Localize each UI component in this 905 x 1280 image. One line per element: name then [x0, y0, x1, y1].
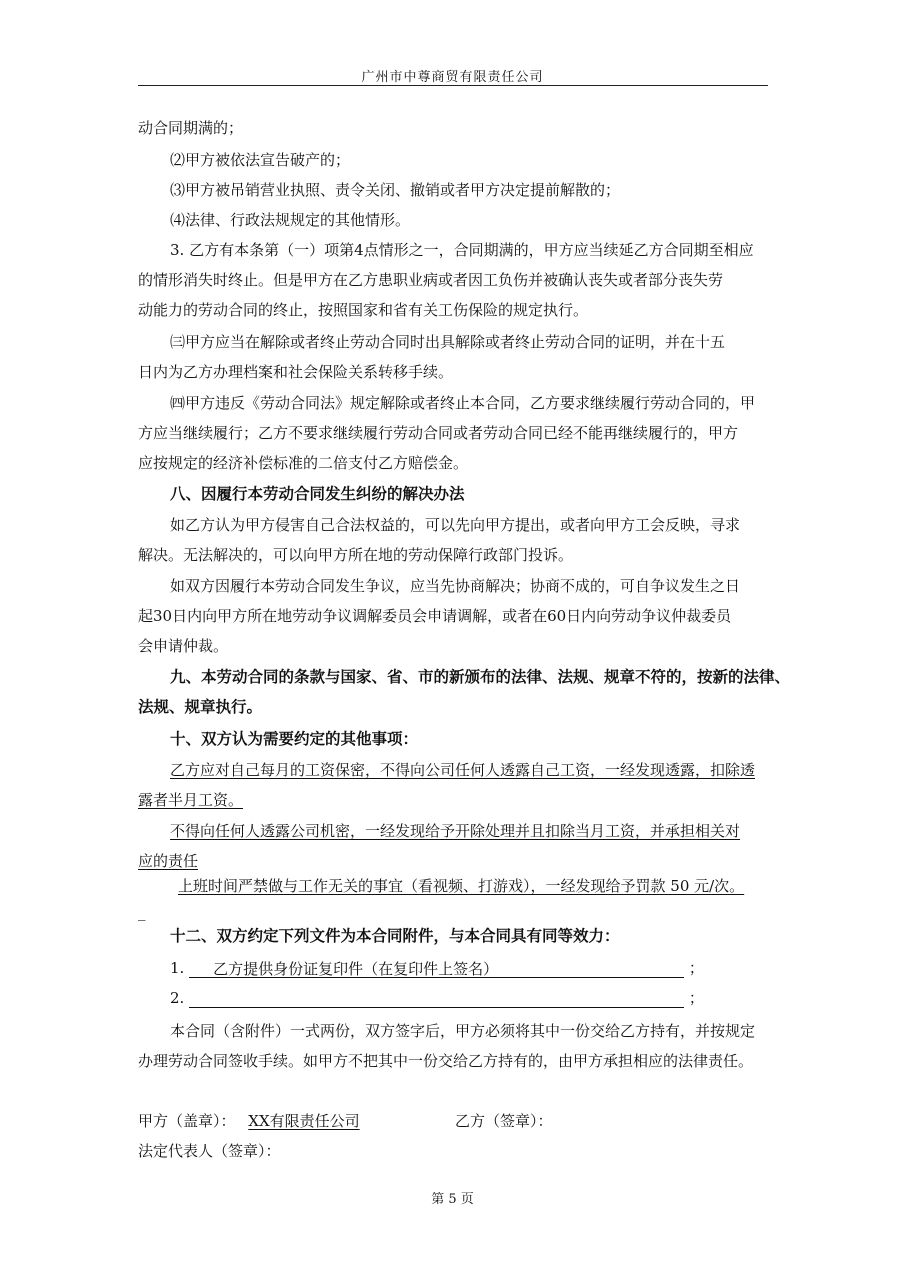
attachment-fill-line [189, 959, 684, 978]
paragraph-line: ㈣甲方违反《劳动合同法》规定解除或者终止本合同，乙方要求继续履行劳动合同的，甲 [170, 394, 756, 412]
party-a-signature [138, 1110, 360, 1131]
attachment-number: 2. [170, 989, 185, 1007]
paragraph-line: 应按规定的经济补偿标准的二倍支付乙方赔偿金。 [138, 454, 469, 472]
attachment-fill-line [189, 989, 684, 1008]
clause-item-3: ⑶甲方被吊销营业执照、责令关闭、撤销或者甲方决定提前解散的； [170, 181, 621, 199]
custom-term-line: 乙方应对自己每月的工资保密，不得向公司任何人透露自己工资，一经发现透露，扣除透 [170, 761, 756, 779]
section-heading-12: 十二、双方约定下列文件为本合同附件，与本合同具有同等效力： [170, 926, 620, 945]
attachment-end: ； [688, 959, 704, 977]
legal-rep-label: 法定代表人（签章）： [138, 1142, 281, 1160]
clause-item-4: ⑷法律、行政法规规定的其他情形。 [170, 211, 411, 229]
paragraph-line: 如乙方认为甲方侵害自己合法权益的，可以先向甲方提出，或者向甲方工会反映，寻求 [170, 516, 741, 534]
party-a-label: 甲方（盖章）： [138, 1112, 236, 1130]
paragraph-line: 如双方因履行本劳动合同发生争议，应当先协商解决；协商不成的，可自争议发生之日 [170, 577, 741, 595]
section-heading-10: 十、双方认为需要约定的其他事项： [170, 729, 419, 748]
custom-term-line: 应的责任 [138, 852, 199, 870]
party-b-label: 乙方（签章）： [455, 1112, 553, 1130]
section-heading-9: 九、本劳动合同的条款与国家、省、市的新颁布的法律、法规、规章不符的，按新的法律、 [170, 667, 791, 686]
paragraph-line: 的情形消失时终止。但是甲方在乙方患职业病或者因工负伤并被确认丧失或者部分丧失劳 [138, 271, 724, 289]
page-header: 广州市中尊商贸有限责任公司 [361, 70, 544, 85]
blank-mark: _ [138, 903, 146, 921]
paragraph-line: 会申请仲裁。 [138, 637, 229, 655]
paragraph-line: 解决。无法解决的，可以向甲方所在地的劳动保障行政部门投诉。 [138, 546, 574, 564]
attachment-number: 1. [170, 959, 185, 977]
paragraph-line: 办理劳动合同签收手续。如甲方不把其中一份交给乙方持有的，由甲方承担相应的法律责任。 [138, 1052, 754, 1070]
page-number: 第 5 页 [431, 1192, 474, 1207]
custom-term-line: 上班时间严禁做与工作无关的事宜（看视频、打游戏），一经发现给予罚款 50 元/次。 [178, 877, 745, 895]
attachment-item-1 [170, 958, 704, 978]
attachment-item-2 [170, 988, 704, 1008]
clause-item-2: ⑵甲方被依法宣告破产的； [170, 151, 351, 169]
custom-term-line: 不得向任何人透露公司机密，一经发现给予开除处理并且扣除当月工资，并承担相关对 [170, 822, 741, 840]
custom-term-line: 露者半月工资。 [138, 791, 244, 809]
paragraph-line: 起30日内向甲方所在地劳动争议调解委员会申请调解，或者在60日内向劳动争议仲裁委员 [138, 607, 732, 625]
paragraph-line: ㈢甲方应当在解除或者终止劳动合同时出具解除或者终止劳动合同的证明，并在十五 [170, 333, 726, 351]
attachment-end: ； [688, 989, 704, 1007]
paragraph-line: 本合同（含附件）一式两份，双方签字后，甲方必须将其中一份交给乙方持有，并按规定 [170, 1022, 756, 1040]
attachment-text: 乙方提供身份证复印件（在复印件上签名） [213, 960, 499, 978]
paragraph-line: 方应当继续履行；乙方不要求继续履行劳动合同或者劳动合同已经不能再继续履行的，甲方 [138, 424, 739, 442]
paragraph-line: 动能力的劳动合同的终止，按照国家和省有关工伤保险的规定执行。 [138, 301, 589, 319]
section-heading-9-cont: 法规、规章执行。 [138, 697, 263, 716]
party-a-value: XX有限责任公司 [248, 1112, 360, 1130]
paragraph-line: 动合同期满的； [138, 119, 244, 137]
paragraph-line: 日内为乙方办理档案和社会保险关系转移手续。 [138, 363, 454, 381]
paragraph-line: 3. 乙方有本条第（一）项第4点情形之一，合同期满的，甲方应当续延乙方合同期至相应 [170, 241, 754, 259]
header-divider [138, 85, 768, 86]
section-heading-8: 八、因履行本劳动合同发生纠纷的解决办法 [170, 484, 465, 503]
